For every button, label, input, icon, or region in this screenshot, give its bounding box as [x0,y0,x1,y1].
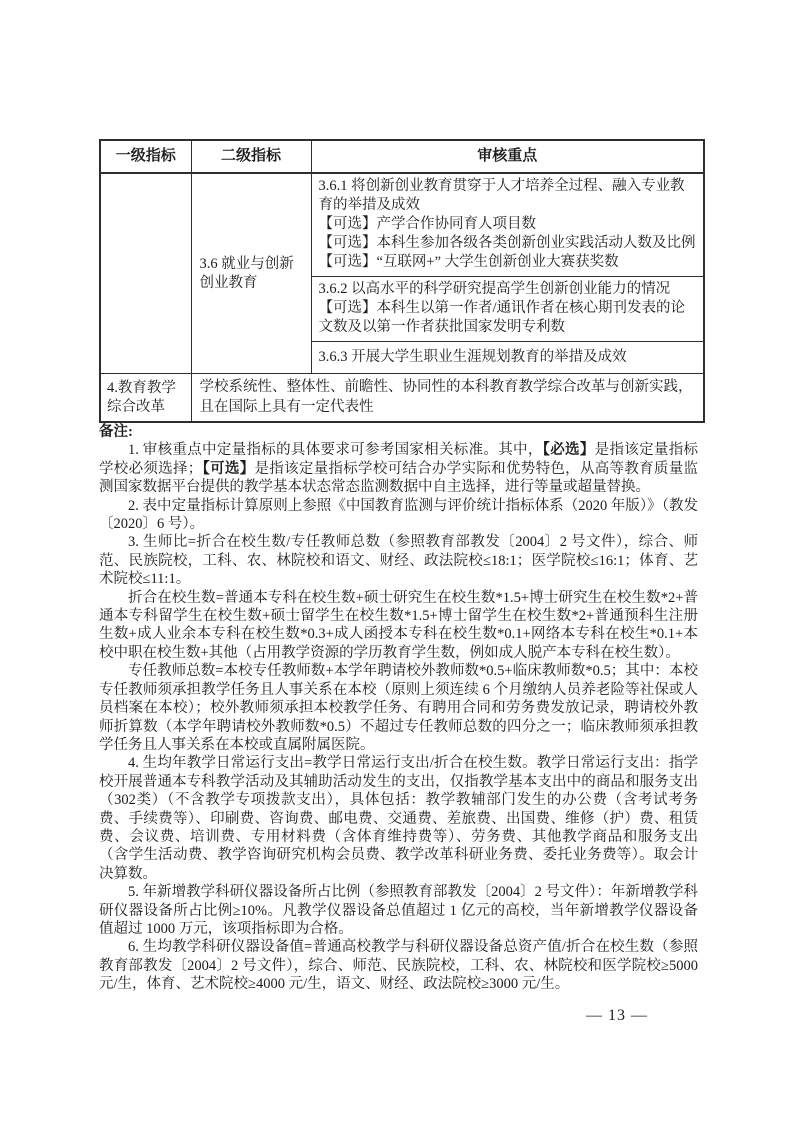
table-row-3-6 [100,173,704,374]
note-emphasis: 【必选】 [542,442,595,459]
note-text: 6. 生均教学科研仪器设备值=普通高校教学与科研仪器设备总资产值/折合在校生数（参照教育部教发〔2004〕2 号文件），综合、师范、民族院校，工科、农、林院校和医学院校≥5000 元/生，体育、艺术院校≥4000 元/生，语文、财经、政法院校≥3000 元/生。 [99,939,698,993]
focus-block [312,341,704,373]
header-level2-indicator: 二级指标 [191,140,311,173]
note-paragraph [99,754,698,883]
cell-level2-3-6: 3.6 就业与创新创业教育 [191,173,311,374]
note-text: 5. 年新增教学科研仪器设备所占比例（参照教育部教发〔2004〕2 号文件）：年新增教学科研仪器设备所占比例≥10%。凡教学仪器设备总值超过 1 亿元的高校，当年新增教学仪器设备值超过 1000 万元，该项指标即为合格。 [99,884,698,937]
cell-content-4: 学校系统性、整体性、前瞻性、协同性的本科教育教学综合改革与创新实践，且在国际上具有一定代表性 [191,374,704,423]
focus-line: 3.6.3 开展大学生职业生涯规划教育的举措及成效 [318,349,627,365]
note-text: 是指该定量指标学校必须选择； [99,442,699,477]
note-text: 折合在校生数=普通本专科在校生数+硕士研究生在校生数*1.5+博士研究生在校生数*2+普通本专科留学生在校生数+硕士留学生在校生数*1.5+博士留学生在校生数*2+普通预科生注册生数+成人业余本专科在校生数*0.3+成人函授本专科在校生数*0.1+网络本专科在校生*0.1+本校中职在校生数+其他（占用教学资源的学历教育学生数，例如成人脱产本专科在校生数）。 [99,589,698,661]
note-paragraph [99,938,698,993]
notes-paragraphs [99,441,698,993]
note-text: 1. 审核重点中定量指标的具体要求可参考国家相关标准。其中， [128,442,543,459]
note-emphasis: 【可选】 [202,460,255,477]
focus-block [312,174,704,276]
note-text: 专任教师总数=本校专任教师数+本学年聘请校外教师数*0.5+临床教师数*0.5；其中：本校专任教师须承担教学任务且人事关系在本校（原则上须连续 6 个月缴纳人员养老险等社保或人员档案在本校）；校外教师须承担本校教学任务、有聘用合同和劳务费发放记录，聘请校外教师折算数（本学年聘请校外教师数*0.5）不超过专任教师总数的四分之一；临床教师须承担教学任务且人事关系在本校或直属附属医院。 [99,663,698,753]
focus-line: 3.6.1 将创新创业教育贯穿于人才培养全过程、融入专业教育的举措及成效 [318,178,685,213]
focus-line: 【可选】产学合作协同育人项目数 [318,216,536,232]
focus-block [312,276,704,341]
indicator-table [99,139,705,423]
page-number: — 13 — [586,1007,648,1024]
cell-review-focus-3-6 [311,173,704,374]
note-paragraph [99,589,698,663]
focus-blocks [312,174,704,373]
focus-line: 【可选】本科生以第一作者/通讯作者在核心期刊发表的论文数及以第一作者获批国家发明专利数 [318,300,686,335]
note-text: 是指该定量指标学校可结合办学实际和优势特色，从高等教育质量监测国家数据平台提供的教学基本状态常态监测数据中自主选择，进行等量或超量替换。 [99,460,699,496]
focus-line: 【可选】“互联网+” 大学生创新创业大赛获奖数 [318,254,619,270]
note-paragraph [99,883,698,938]
note-paragraph [99,533,698,588]
table-row-4 [100,374,704,423]
note-paragraph [99,497,698,534]
focus-line: 【可选】本科生参加各级各类创新创业实践活动人数及比例 [318,235,696,251]
note-text: 3. 生师比=折合在校生数/专任教师总数（参照教育部教发〔2004〕2 号文件），综合、师范、民族院校，工科、农、林院校和语文、财经、政法院校≤18:1；医学院校≤16:1；体育、艺术院校≤11:1。 [99,534,698,588]
note-paragraph [99,441,698,496]
table-header-row [100,140,704,173]
note-text: 4. 生均年教学日常运行支出=教学日常运行支出/折合在校生数。教学日常运行支出：指学校开展普通本专科教学活动及其辅助活动发生的支出，仅指教学基本支出中的商品和服务支出（302类）（不含教学专项拨款支出），具体包括：教学教辅部门发生的办公费（含考试考务费、手续费等）、印刷费、咨询费、邮电费、交通费、差旅费、出国费、维修（护）费、租赁费、会议费、培训费、专用材料费（含体育维持费等）、劳务费、其他教学商品和服务支出（含学生活动费、教学咨询研究机构会员费、教学改革科研业务费、委托业务费等）。取会计决算数。 [99,755,698,882]
notes-section [99,423,698,994]
header-level1-indicator: 一级指标 [100,140,191,173]
notes-title: 备注: [99,424,133,440]
header-review-focus: 审核重点 [311,140,704,173]
note-text: 2. 表中定量指标计算原则上参照《中国教育监测与评价统计指标体系（2020 年版）》（教发〔2020〕6 号）。 [99,497,698,533]
cell-level1-empty [100,173,191,374]
note-paragraph [99,662,698,754]
cell-level1-4: 4.教育教学综合改革 [100,374,191,423]
focus-line: 3.6.2 以高水平的科学研究提高学生创新创业能力的情况 [318,281,671,297]
